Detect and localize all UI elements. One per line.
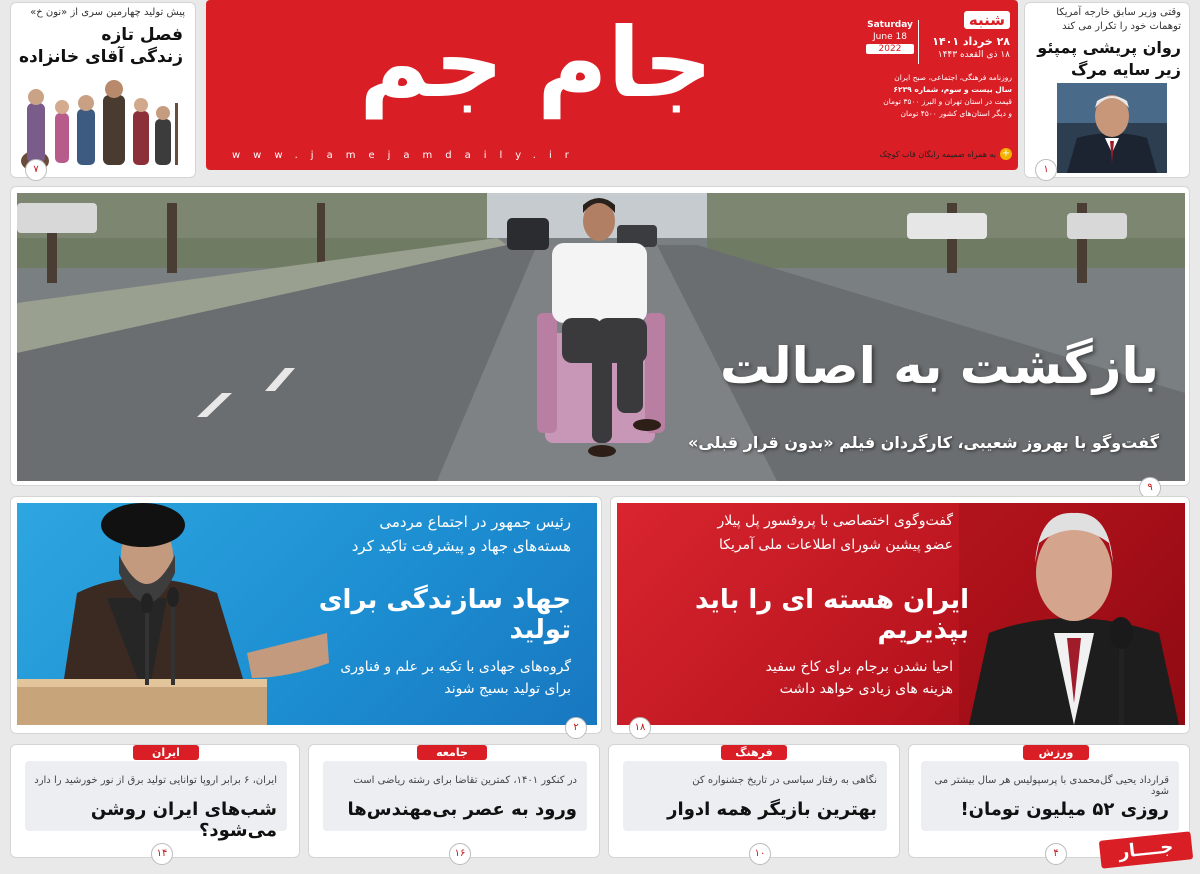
page-number-badge: ۷ xyxy=(25,159,47,181)
section-tag: ایران xyxy=(133,745,199,760)
promo-right-photo xyxy=(1057,83,1167,173)
right-news-card[interactable] xyxy=(610,496,1190,734)
bottom-title[interactable]: روزی ۵۲ میلیون تومان! xyxy=(960,799,1169,820)
promo-left-title-1: فصل تازه xyxy=(101,25,183,45)
price-line-1: قیمت در استان تهران و البرز ۳۵۰۰ تومان xyxy=(883,97,1012,106)
right-title[interactable]: ایران هسته ای را باید بپذیریم xyxy=(695,585,969,645)
promo-left-photo xyxy=(15,73,193,173)
left-title[interactable]: جهاد سازندگی برای تولید xyxy=(318,585,571,645)
section-tag: فرهنگ xyxy=(721,745,787,760)
left-news-card[interactable] xyxy=(10,496,602,734)
date-en-year: 2022 xyxy=(866,44,914,54)
promo-left-card[interactable] xyxy=(10,2,196,178)
bottom-kicker: قرارداد یحیی گل‌محمدی با پرسپولیس هر سال بیشتر می شود xyxy=(934,775,1169,797)
masthead xyxy=(206,0,1018,170)
date-solar: ۲۸ خرداد ۱۴۰۱ xyxy=(932,35,1010,48)
supplement-note xyxy=(870,148,1012,160)
hero-subtitle: گفت‌وگو با بهروز شعیبی، کارگردان فیلم «بدون قرار قبلی» xyxy=(688,433,1159,452)
promo-left-kicker: پیش تولید چهارمین سری از «نون خ» xyxy=(30,7,185,18)
supplement-text: به همراه ضمیمه رایگان قاب کوچک xyxy=(879,149,996,159)
weekday-en: Saturday xyxy=(867,20,913,30)
hero-title[interactable]: بازگشت به اصالت xyxy=(719,337,1159,395)
page-number-badge: ۱۶ xyxy=(449,843,471,865)
hero-card[interactable] xyxy=(10,186,1190,493)
page-number-badge: ۹ xyxy=(1139,477,1161,499)
masthead-divider xyxy=(918,20,919,64)
page-number-badge: ۱۴ xyxy=(151,843,173,865)
left-sub-1: گروه‌های جهادی با تکیه بر علم و فناوری xyxy=(340,659,571,675)
plus-icon: + xyxy=(1001,148,1011,159)
promo-right-title-2: زیر سایه مرگ xyxy=(1070,60,1181,79)
promo-left-title-2: زندگی آقای خانزاده xyxy=(18,47,183,67)
right-kicker-2: عضو پیشین شورای اطلاعات ملی آمریکا xyxy=(718,537,953,553)
bottom-card-2[interactable] xyxy=(308,744,600,858)
left-kicker-1: رئیس جمهور در اجتماع مردمی xyxy=(379,513,571,531)
bottom-kicker: ایران، ۶ برابر اروپا توانایی تولید برق از نور خورشید را دارد xyxy=(34,775,277,786)
right-sub-1: احیا نشدن برجام برای کاخ سفید xyxy=(765,659,953,675)
masthead-date-en xyxy=(866,20,914,54)
page-number-badge: ۱ xyxy=(1035,159,1057,181)
right-sub-2: هزینه های زیادی خواهد داشت xyxy=(779,681,953,697)
section-tag: جامعه xyxy=(417,745,487,760)
masthead-info xyxy=(922,10,1010,60)
date-lunar: ۱۸ ذی القعده ۱۴۴۳ xyxy=(937,50,1010,60)
bottom-card-1[interactable] xyxy=(10,744,300,858)
issue-number: سال بیست و سوم، شماره ۶۲۳۹ xyxy=(893,85,1012,94)
page-number-badge: ۱۰ xyxy=(749,843,771,865)
promo-right-card[interactable] xyxy=(1024,2,1190,178)
page-number-badge: ۱۸ xyxy=(629,717,651,739)
left-sub-2: برای تولید بسیج شوند xyxy=(444,681,571,697)
date-en-month: June 18 xyxy=(873,32,907,42)
page-number-badge: ۲ xyxy=(565,717,587,739)
weekday-badge: شنبه xyxy=(964,11,1010,29)
bottom-card-3[interactable] xyxy=(608,744,900,858)
bottom-kicker: در کنکور ۱۴۰۱، کمترین تقاضا برای رشته ریاضی است xyxy=(353,775,577,786)
bottom-kicker: نگاهی به رفتار سیاسی در تاریخ جشنواره کن xyxy=(692,775,877,786)
paper-desc: روزنامه فرهنگی، اجتماعی، صبح ایران xyxy=(894,73,1012,82)
promo-right-title-1: روان پریشی پمپئو xyxy=(1037,38,1181,57)
masthead-details xyxy=(866,72,1012,120)
masthead-url[interactable]: www.jamejamdaily.ir xyxy=(232,150,582,161)
promo-right-kicker-1: وقتی وزیر سابق خارجه آمریکا xyxy=(1056,7,1181,18)
bottom-inner xyxy=(323,761,587,831)
pillar-photo xyxy=(959,503,1185,725)
bottom-title[interactable]: بهترین بازیگر همه ادوار xyxy=(667,799,877,820)
bottom-inner xyxy=(623,761,887,831)
left-kicker-2: هسته‌های جهاد و پیشرفت تاکید کرد xyxy=(351,537,571,555)
section-tag: ورزش xyxy=(1023,745,1089,760)
jaar-watermark: جــــار xyxy=(1099,831,1193,868)
page-number-badge: ۴ xyxy=(1045,843,1067,865)
promo-right-kicker-2: توهمات خود را تکرار می کند xyxy=(1062,21,1181,32)
masthead-logo[interactable]: جام جم xyxy=(359,7,713,119)
bottom-title[interactable]: ورود به عصر بی‌مهندس‌ها xyxy=(347,799,577,820)
bottom-title[interactable]: شب‌های ایران روشن می‌شود؟ xyxy=(90,799,277,841)
right-kicker-1: گفت‌وگوی اختصاصی با پروفسور پل پیلار xyxy=(717,513,953,529)
price-line-2: و دیگر استان‌های کشور ۴۵۰۰ تومان xyxy=(900,109,1012,118)
